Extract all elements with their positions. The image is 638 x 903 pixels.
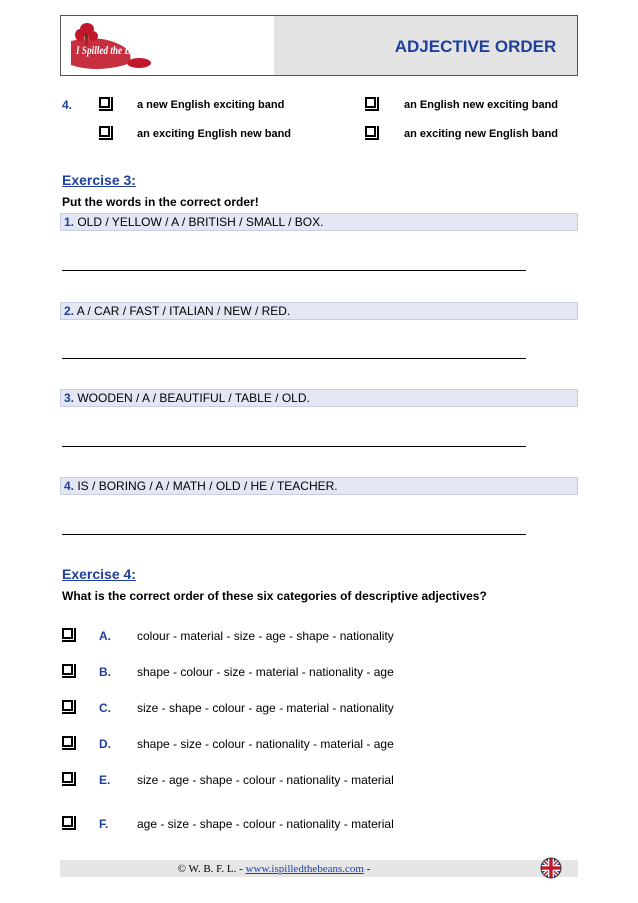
option-letter: B. [99, 665, 111, 679]
spilled-beans-logo [65, 19, 185, 73]
answer-line-1[interactable] [62, 270, 526, 271]
option-text: age - size - shape - colour - nationality - material [137, 817, 394, 831]
item-text: A / CAR / FAST / ITALIAN / NEW / RED. [74, 304, 291, 318]
option-text: shape - colour - size - material - nationality - age [137, 665, 394, 679]
option-letter: E. [99, 773, 111, 787]
exercise-3-item-2 [60, 302, 578, 320]
item-number: 3. [64, 391, 75, 405]
page-footer [60, 860, 578, 877]
option-text: size - age - shape - colour - nationality - material [137, 773, 394, 787]
option-text: shape - size - colour - nationality - material - age [137, 737, 394, 751]
checkbox-option-f[interactable] [62, 816, 73, 827]
exercise-3-item-3 [60, 389, 578, 407]
q4-option-text: an English new exciting band [404, 99, 559, 111]
exercise-3-title: Exercise 3: [62, 172, 136, 188]
copyright-text: © W. B. F. L. - [177, 863, 246, 875]
exercise-4-instruction: What is the correct order of these six categories of descriptive adjectives? [62, 589, 487, 603]
checkbox-option-c[interactable] [62, 700, 73, 711]
title-cell [274, 16, 577, 75]
worksheet-header [60, 15, 578, 76]
question-number: 4. [62, 98, 73, 112]
exercise-3-item-1 [60, 213, 578, 231]
checkbox-option-e[interactable] [62, 772, 73, 783]
uk-flag-icon [540, 857, 562, 879]
answer-line-3[interactable] [62, 446, 526, 447]
checkbox-q4-c[interactable] [99, 126, 110, 137]
checkbox-option-d[interactable] [62, 736, 73, 747]
q4-option-text: an exciting new English band [404, 128, 559, 140]
option-text: size - shape - colour - age - material - nationality [137, 701, 394, 715]
item-number: 2. [64, 304, 75, 318]
answer-line-2[interactable] [62, 358, 526, 359]
option-letter: A. [99, 629, 111, 643]
option-letter: D. [99, 737, 111, 751]
option-text: colour - material - size - age - shape - nationality [137, 629, 394, 643]
q4-option-text: an exciting English new band [137, 128, 292, 140]
q4-option-text: a new English exciting band [137, 99, 285, 111]
option-letter: F. [99, 817, 109, 831]
footer-suffix: - [364, 863, 371, 875]
logo-cell [61, 16, 275, 75]
logo-text: I Spilled the Beans [75, 43, 149, 57]
exercise-3-instruction: Put the words in the correct order! [62, 195, 259, 209]
item-number: 4. [64, 479, 75, 493]
website-link[interactable]: www.ispilledthebeans.com [245, 863, 364, 875]
item-number: 1. [64, 215, 75, 229]
checkbox-option-a[interactable] [62, 628, 73, 639]
item-text: IS / BORING / A / MATH / OLD / HE / TEACHER. [74, 479, 338, 493]
checkbox-q4-b[interactable] [365, 97, 376, 108]
page-title: ADJECTIVE ORDER [394, 37, 557, 56]
footer-text [60, 863, 578, 875]
checkbox-option-b[interactable] [62, 664, 73, 675]
checkbox-q4-a[interactable] [99, 97, 110, 108]
checkbox-q4-d[interactable] [365, 126, 376, 137]
answer-line-4[interactable] [62, 534, 526, 535]
exercise-3-item-4 [60, 477, 578, 495]
item-text: WOODEN / A / BEAUTIFUL / TABLE / OLD. [74, 391, 310, 405]
option-letter: C. [99, 701, 111, 715]
exercise-4-title: Exercise 4: [62, 566, 136, 582]
item-text: OLD / YELLOW / A / BRITISH / SMALL / BOX. [74, 215, 324, 229]
